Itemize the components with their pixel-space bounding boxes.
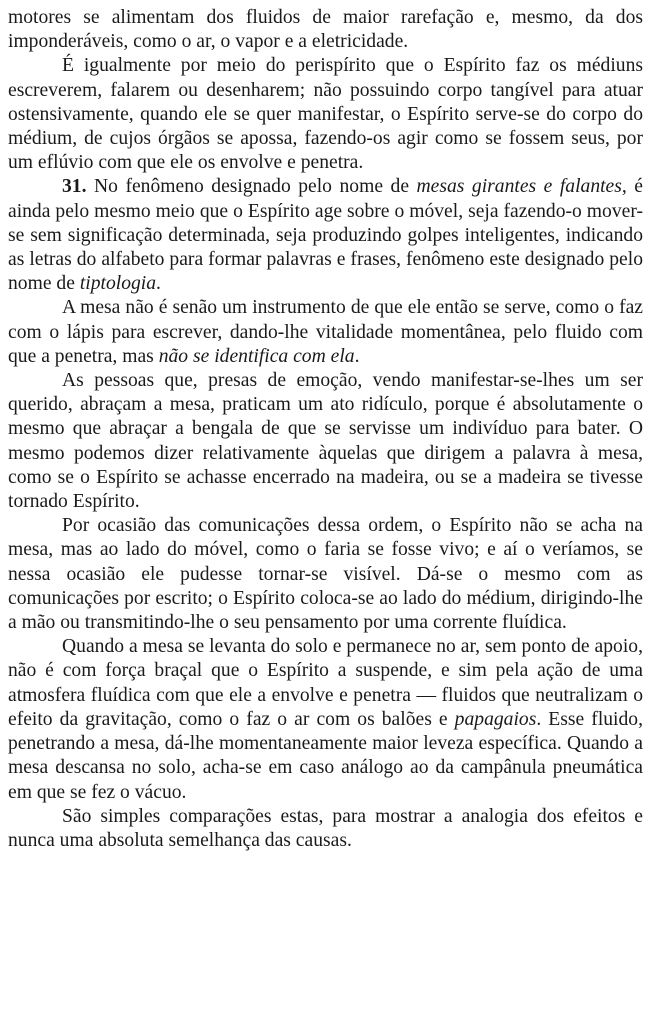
paragraph-continuation [8,6,643,54]
paragraph-table-levitates [8,635,643,804]
paragraph-perispirit-mediums [8,54,643,175]
text-run: . [354,345,360,367]
paragraph-people-embrace-table [8,369,643,514]
paragraph-communications-order [8,514,643,635]
italic-term-papagaios: papagaios [454,708,537,730]
italic-term-tiptologia: tiptologia [79,273,157,295]
text-run: São simples comparações estas, para mostrar a analogia dos efeitos e nunca uma absoluta semelhança das causas. [8,805,643,851]
italic-phrase: não se identifica com ela [158,345,355,367]
text-run: No fenômeno designado pelo nome de [86,176,417,198]
text-run: , é ainda pelo mesmo meio que o Espírito age sobre o móvel, seja fazendo-o mover-se sem significação determinada, seja produzindo golpes inteligentes, indicando as letras do alfabeto para formar palavras e frases, fenômeno este designado pelo nome de [8,176,643,295]
paragraph-simple-comparisons [8,805,643,853]
paragraph-section-31 [8,175,643,296]
italic-term-mesas-girantes: mesas girantes e falantes [416,176,622,198]
text-run: A mesa não é senão um instrumento de que ele então se serve, como o faz com o lápis para escrever, dando-lhe vitalidade momentânea, pelo fluido com que a penetra, mas [8,297,643,367]
text-run: Por ocasião das comunicações dessa ordem, o Espírito não se acha na mesa, mas ao lado do móvel, como o faria se fosse vivo; e aí o veríamos, se nessa ocasião ele pudesse tornar-se visível. Dá-se o mesmo com as comunicações por escrito; o Espírito coloca-se ao lado do médium, dirigindo-lhe a mão ou transmitindo-lhe o seu pensamento por uma corrente fluídica. [8,515,643,634]
text-run: É igualmente por meio do perispírito que o Espírito faz os médiuns escreverem, falarem ou desenharem; não possuindo corpo tangível para atuar ostensivamente, quando ele se quer manifestar, o Espírito serve-se do corpo do médium, de cujos órgãos se apossa, fazendo-os agir como se fossem seus, por um eflúvio com que ele os envolve e penetra. [8,55,643,174]
text-run: As pessoas que, presas de emoção, vendo manifestar-se-lhes um ser querido, abraçam a mesa, praticam um ato ridículo, porque é absolutamente o mesmo que abraçar a bengala de que se servisse um indivíduo para bater. O mesmo podemos dizer relativamente àquelas que dirigem a palavra à mesa, como se o Espírito se achasse encerrado na madeira, ou se a madeira se tivesse tornado Espírito. [8,370,643,513]
paragraph-table-instrument [8,296,643,369]
text-run: Quando a mesa se levanta do solo e permanece no ar, sem ponto de apoio, não é com força braçal que o Espírito a suspende, e sim pela ação de uma atmosfera fluídica com que ele a envolve e penetra — fluidos que neutralizam o efeito da gravitação, como o faz o ar com os balões e [8,636,643,730]
text-run: . [156,273,161,295]
section-number: 31. [62,176,87,198]
text-run: motores se alimentam dos fluidos de maior rarefação e, mesmo, da dos imponderáveis, como o ar, o vapor e a eletricidade. [8,7,643,53]
text-run: . Esse fluido, penetrando a mesa, dá-lhe momentaneamente maior leveza específica. Quando a mesa descansa no solo, acha-se em caso análogo ao da campânula pneumática em que se fez o vácuo. [8,708,643,803]
